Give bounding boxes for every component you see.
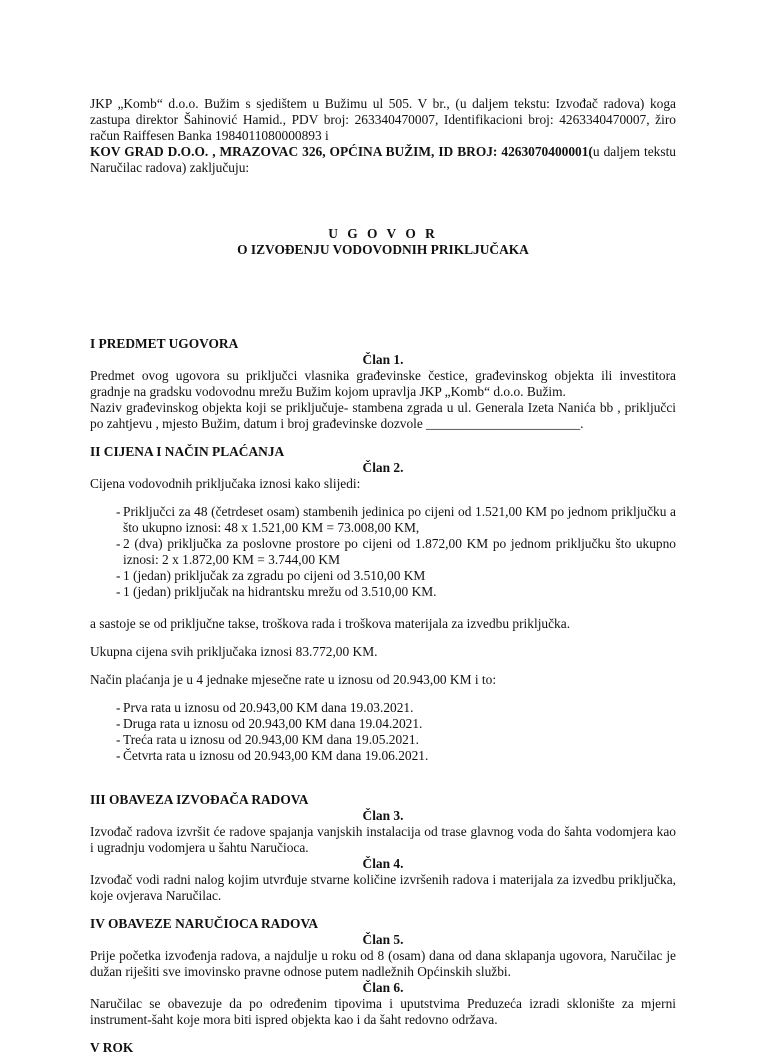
section-5-heading: V ROK [90,1040,134,1055]
party-2-name: KOV GRAD D.O.O. , MRAZOVAC 326, OPĆINA BUŽIM, ID BROJ: 4263070400001( [90,144,593,159]
list-item: - 1 (jedan) priključak za zgradu po cijeni od 3.510,00 KM [90,568,676,584]
section-4-heading: IV OBAVEZE NARUČIOCA RADOVA [90,916,319,931]
total-price-text: Ukupna cijena svih priključaka iznosi 83.772,00 KM. [90,644,378,659]
clan-1: Član 1. [362,352,404,367]
clan-6: Član 6. [362,980,404,995]
list-item: - Treća rata u iznosu od 20.943,00 KM dana 19.05.2021. [90,732,676,748]
clan-4-para: Izvođač vodi radni nalog kojim utvrđuje stvarne količine izvršenih radova i materijala za izvedbu priključka, koje ovjerava Naručilac. [90,872,676,903]
section-3-heading: III OBAVEZA IZVOĐAČA RADOVA [90,792,309,807]
party-1-paragraph: JKP „Komb“ d.o.o. Bužim s sjedištem u Bužimu ul 505. V br., (u daljem tekstu: Izvođač radova) koga zastupa direktor Šahinović Hamid., PDV broj: 263340470007, Identifikacioni broj: 4263340470007, žiro račun Raiffesen Banka 1984011080000893 i [90,96,676,143]
list-item: - Četvrta rata u iznosu od 20.943,00 KM dana 19.06.2021. [90,748,676,764]
price-list [90,504,676,600]
party-2-rest: u daljem tekstu Naručilac radova) zaključuju: [90,144,676,175]
list-item: - 2 (dva) priključka za poslovne prostore po cijeni od 1.872,00 KM po jednom priključku što ukupno iznosi: 2 x 1.872,00 KM = 3.744,00 KM [90,536,676,568]
clan-2-intro: Cijena vodovodnih priključaka iznosi kako slijedi: [90,476,361,491]
payment-intro-text: Način plaćanja je u 4 jednake mjesečne rate u iznosu od 20.943,00 KM i to: [90,672,497,687]
contract-title: U G O V O R [328,226,438,241]
section-2-heading: II CIJENA I NAČIN PLAĆANJA [90,444,285,459]
clan-5-para: Prije početka izvođenja radova, a najdulje u roku od 8 (osam) dana od dana sklapanja ugovora, Naručilac je dužan riješiti sve imovinsko pravne odnose putem nadležnih Općinskih službi. [90,948,676,979]
clan-1-para-2: Naziv građevinskog objekta koji se priključuje- stambena zgrada u ul. Generala Izeta Nanića bb , priključci po zahtjevu , mjesto Bužim, datum i broj građevinske dozvole _______________________. [90,400,676,431]
list-item: - Druga rata u iznosu od 20.943,00 KM dana 19.04.2021. [90,716,676,732]
clan-3-para: Izvođač radova izvršit će radove spajanja vanjskih instalacija od trase glavnog voda do šahta vodomjera kao i ugradnju vodomjera u šahtu Naručioca. [90,824,676,855]
section-1-heading: I PREDMET UGOVORA [90,336,239,351]
clan-6-para: Naručilac se obavezuje da po određenim tipovima i uputstvima Preduzeća izradi sklonište za mjerni instrument-šaht koje mora biti ispred objekta kao i da šaht redovno održava. [90,996,676,1027]
clan-4: Član 4. [362,856,404,871]
list-item: - Prva rata u iznosu od 20.943,00 KM dana 19.03.2021. [90,700,676,716]
list-item: - Priključci za 48 (četrdeset osam) stambenih jedinica po cijeni od 1.521,00 KM po jednom priključku a što ukupno iznosi: 48 x 1.521,00 KM = 73.008,00 KM, [90,504,676,536]
clan-1-para-1: Predmet ovog ugovora su priključci vlasnika građevinske čestice, građevinskog objekta ili investitora gradnje na gradsku vodovodnu mrežu Bužim kojom upravlja JKP „Komb“ d.o.o. Bužim. [90,368,676,399]
clan-3: Član 3. [362,808,404,823]
clan-5: Član 5. [362,932,404,947]
clan-2: Član 2. [362,460,404,475]
composition-text: a sastoje se od priključne takse, troškova rada i troškova materijala za izvedbu priključka. [90,616,571,631]
contract-subtitle: O IZVOĐENJU VODOVODNIH PRIKLJUČAKA [237,242,529,257]
list-item: - 1 (jedan) priključak na hidrantsku mrežu od 3.510,00 KM. [90,584,676,600]
contract-page [90,96,676,1056]
party-2-paragraph [90,144,676,176]
rates-list [90,700,676,764]
